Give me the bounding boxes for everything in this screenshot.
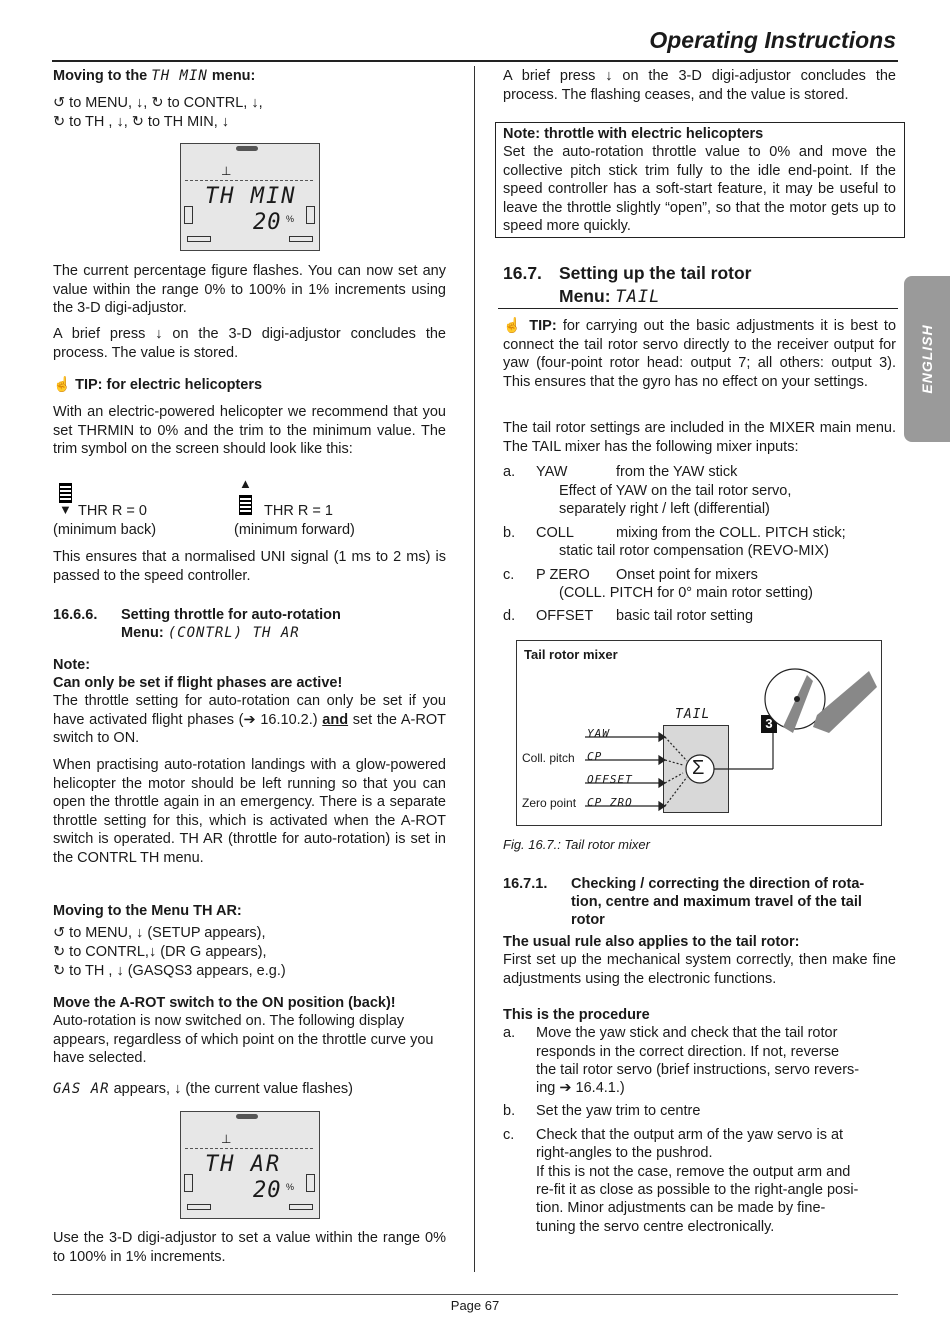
left-trim-bar-icon: [184, 206, 193, 224]
section-16-6-6-title: Setting throttle for auto-rotation: [121, 607, 341, 623]
rotor-icon: [236, 1114, 258, 1119]
tip-label: TIP:: [529, 318, 557, 334]
section-16-7-number: 16.7.: [503, 263, 542, 283]
page-header-title: Operating Instructions: [649, 27, 896, 53]
figure-title: Tail rotor mixer: [524, 647, 618, 662]
step-c-line-4: re-fit it as close as possible to the right-angle posi-: [536, 1182, 859, 1198]
input-c-desc: Onset point for mixers: [616, 567, 758, 583]
lcd-label: TH MIN: [205, 184, 297, 209]
coll-pitch-label: Coll. pitch: [522, 751, 575, 765]
section-rule: [498, 308, 898, 309]
zero-point-label: Zero point: [522, 796, 577, 810]
language-tab: [904, 276, 950, 442]
step-a-letter: a.: [503, 1025, 516, 1041]
thr0-sub: (minimum back): [53, 522, 157, 538]
nav-steps-line1: ↺ to MENU, ↓, ↻ to CONTRL, ↓,: [53, 95, 263, 111]
tip-tail-rotor: [503, 317, 896, 391]
step-c-line-1: Check that the output arm of the yaw servo is at: [536, 1127, 844, 1143]
input-cp-label: CP: [587, 750, 603, 763]
bottom-left-trim-icon: [187, 1204, 211, 1210]
section-16-7-1-number: 16.7.1.: [503, 876, 548, 892]
note-box-text: Set the auto-rotation throttle value to 0% and move the collective pitch stick trim fully to the idle end-point. If the speed controller has a soft-start feature, it may be useful to leave the throttle slightly “open”, so that the motor gets up to speed more quickly.: [503, 144, 896, 234]
gas-ar-text: appears, ↓ (the current value flashes): [109, 1081, 353, 1097]
arrow-up-icon: ▲: [239, 476, 252, 491]
paragraph-flashing-ceases: A brief press ↓ on the 3-D digi-adjustor concludes the process. The flashing ceases, and the value is stored.: [503, 68, 896, 103]
lcd-value: 20: [253, 1178, 282, 1203]
input-b-name: COLL: [536, 525, 574, 541]
tail-lcd-label: TAIL: [675, 707, 711, 722]
trim-marker-icon: ⊥: [221, 1132, 232, 1146]
section-16-7-title: Setting up the tail rotor: [559, 263, 752, 283]
input-b-desc: mixing from the COLL. PITCH stick;: [616, 525, 846, 541]
input-d-name: OFFSET: [536, 608, 594, 624]
moving-th-ar-heading: Moving to the Menu TH AR:: [53, 903, 242, 919]
language-tab-label: ENGLISH: [919, 324, 935, 394]
input-c-letter: c.: [503, 567, 515, 583]
lcd-value: 20: [253, 210, 282, 235]
input-b-letter: b.: [503, 525, 516, 541]
bottom-right-trim-icon: [289, 1204, 313, 1210]
step-c-line-6: tuning the servo centre electronically.: [536, 1219, 775, 1235]
input-a-desc: from the YAW stick: [616, 464, 738, 480]
bottom-right-trim-icon: [289, 236, 313, 242]
header-rule: [52, 60, 898, 62]
input-yaw-label: YAW: [587, 727, 610, 740]
bottom-left-trim-icon: [187, 236, 211, 242]
nav-steps-line2: ↻ to TH , ↓, ↻ to TH MIN, ↓: [53, 114, 230, 130]
move-arot-text: Auto-rotation is now switched on. The following display appears, regardless of which point on the throttle curve you have selected.: [53, 1013, 434, 1066]
section-16-7-1-title-1: Checking / correcting the direction of rota-: [571, 876, 865, 892]
note-text-post: set the A-ROT switch to ON.: [53, 711, 446, 746]
rotor-icon: [236, 146, 258, 151]
heading-lcd: TH MIN: [151, 68, 208, 84]
gas-ar-lcd: GAS AR: [53, 1081, 110, 1097]
paragraph-tip-electric: With an electric-powered helicopter we recommend that you set THRMIN to 0% and the trim to the minimum value. The trim symbol on the screen should look like this:: [53, 404, 446, 457]
step-c-line-3: If this is not the case, remove the output arm and: [536, 1164, 851, 1180]
procedure-heading: This is the procedure: [503, 1007, 650, 1023]
usual-rule-text: First set up the mechanical system correctly, then make fine adjustments using the electronic functions.: [503, 952, 896, 987]
right-trim-bar-icon: [306, 1174, 315, 1192]
input-a-extra-2: separately right / left (differential): [559, 501, 770, 517]
left-trim-bar-icon: [184, 1174, 193, 1192]
input-cpzro-label: CP ZRO: [587, 796, 633, 809]
paragraph-auto-rotation: When practising auto-rotation landings with a glow-powered helicopter the motor should be left running so that you can open the throttle again in an emergency. There is a separate throttle setting for this, which is activated when the A-ROT switch is operated. TH AR (throttle for auto-rotation) is set in the CONTRL TH menu.: [53, 757, 446, 866]
note-text: [53, 692, 446, 748]
input-a-name: YAW: [536, 464, 568, 480]
footer-rule: [52, 1294, 898, 1295]
input-a-extra-1: Effect of YAW on the tail rotor servo,: [559, 483, 792, 499]
nav-ar-line3: ↻ to TH , ↓ (GASQS3 appears, e.g.): [53, 963, 286, 979]
tip-electric-heading: [53, 376, 262, 395]
note-box-heading: Note: throttle with electric helicopters: [503, 126, 764, 142]
menu-lcd: (CONTRL) TH AR: [167, 625, 300, 641]
thr0-label: THR R = 0: [78, 503, 147, 519]
heading-post: menu:: [207, 68, 256, 84]
step-c-line-5: tion. Minor adjustments can be made by fine-: [536, 1200, 826, 1216]
gas-ar-line: [53, 1080, 353, 1099]
lcd-unit: %: [286, 1182, 295, 1192]
lcd-divider: [185, 1148, 313, 1150]
figure-caption: Fig. 16.7.: Tail rotor mixer: [503, 837, 650, 852]
step-a-line-3: the tail rotor servo (brief instructions, servo revers-: [536, 1062, 860, 1078]
section-16-6-6-menu: [121, 624, 300, 643]
input-c-extra-1: (COLL. PITCH for 0° main rotor setting): [559, 585, 813, 601]
paragraph-mixer-inputs: The tail rotor settings are included in the MIXER main menu. The TAIL mixer has the following mixer inputs:: [503, 420, 896, 455]
tip-text: for carrying out the basic adjustments it is best to connect the tail rotor servo directly to the receiver output for yaw (four-point rotor head: output 7; all others: output 3). This ensures that the gyro has no effect on your settings.: [503, 318, 897, 390]
nav-ar-line2: ↻ to CONTRL,↓ (DR G appears),: [53, 944, 267, 960]
input-c-name: P ZERO: [536, 567, 590, 583]
note-text-pre: The throttle setting for auto-rotation can only be set if you have activated flight phases (➔ 16.10.2.): [53, 693, 446, 728]
section-16-7-1-title-3: rotor: [571, 912, 605, 928]
sigma-icon: Σ: [692, 757, 705, 779]
input-offset-label: OFFSET: [587, 773, 633, 786]
step-c-line-2: right-angles to the pushrod.: [536, 1145, 713, 1161]
moving-th-min-heading: [53, 67, 255, 86]
section-16-7-menu: [559, 286, 660, 307]
lcd-unit: %: [286, 214, 295, 224]
menu-lcd: TAIL: [615, 287, 661, 307]
nav-ar-line1: ↺ to MENU, ↓ (SETUP appears),: [53, 925, 266, 941]
lcd-screen-th-ar: [180, 1111, 320, 1219]
input-a-letter: a.: [503, 464, 516, 480]
note-and: and: [322, 711, 349, 728]
hand-icon: ☝: [53, 377, 72, 393]
note-bold: Can only be set if flight phases are active!: [53, 675, 343, 691]
page-number: Page 67: [450, 1298, 500, 1313]
trim-stack-icon: [59, 483, 72, 503]
paragraph-uni-signal: This ensures that a normalised UNI signal (1 ms to 2 ms) is passed to the speed controller.: [53, 549, 446, 584]
paragraph-range: Use the 3-D digi-adjustor to set a value within the range 0% to 100% in 1% increments.: [53, 1230, 446, 1265]
input-b-extra-1: static tail rotor compensation (REVO-MIX): [559, 543, 829, 559]
arrow-down-icon: ▼: [59, 502, 72, 517]
tip-electric-heading-text: TIP: for electric helicopters: [75, 377, 263, 393]
paragraph-percentage: The current percentage figure flashes. You can now set any value within the range 0% to 100% in 1% increments using the 3-D digi-adjustor.: [53, 263, 446, 316]
input-d-desc: basic tail rotor setting: [616, 608, 754, 624]
note-label: Note:: [53, 657, 91, 673]
section-16-7-1-title-2: tion, centre and maximum travel of the tail: [571, 894, 862, 910]
trim-stack-icon-2: [239, 495, 252, 515]
step-a-line-4: ing ➔ 16.4.1.): [536, 1080, 625, 1096]
trim-marker-icon: ⊥: [221, 164, 232, 178]
input-d-letter: d.: [503, 608, 516, 624]
lcd-screen-th-min: [180, 143, 320, 251]
thr1-sub: (minimum forward): [234, 522, 355, 538]
heading-pre: Moving to the: [53, 68, 152, 84]
menu-label: Menu:: [121, 625, 168, 641]
output-number-badge: 3: [761, 715, 777, 733]
thr1-label: THR R = 1: [264, 503, 333, 519]
step-c-letter: c.: [503, 1127, 515, 1143]
section-16-6-6-number: 16.6.6.: [53, 607, 98, 623]
servo-illustration-icon: [517, 641, 881, 825]
column-divider: [474, 66, 475, 1272]
usual-rule-heading: The usual rule also applies to the tail rotor:: [503, 934, 800, 950]
move-arot-heading: Move the A-ROT switch to the ON position (back)!: [53, 995, 396, 1011]
lcd-label: TH AR: [205, 1152, 282, 1177]
tail-rotor-mixer-figure: [516, 640, 882, 826]
right-trim-bar-icon: [306, 206, 315, 224]
paragraph-brief-press: A brief press ↓ on the 3-D digi-adjustor concludes the process. The value is stored.: [53, 326, 446, 361]
step-a-line-2: responds in the correct direction. If not, reverse: [536, 1044, 840, 1060]
hand-icon: ☝: [503, 318, 524, 334]
lcd-divider: [185, 180, 313, 182]
step-b-letter: b.: [503, 1103, 516, 1119]
menu-label: Menu:: [559, 286, 616, 306]
step-a-line-1: Move the yaw stick and check that the tail rotor: [536, 1025, 838, 1041]
step-b-line-1: Set the yaw trim to centre: [536, 1103, 701, 1119]
